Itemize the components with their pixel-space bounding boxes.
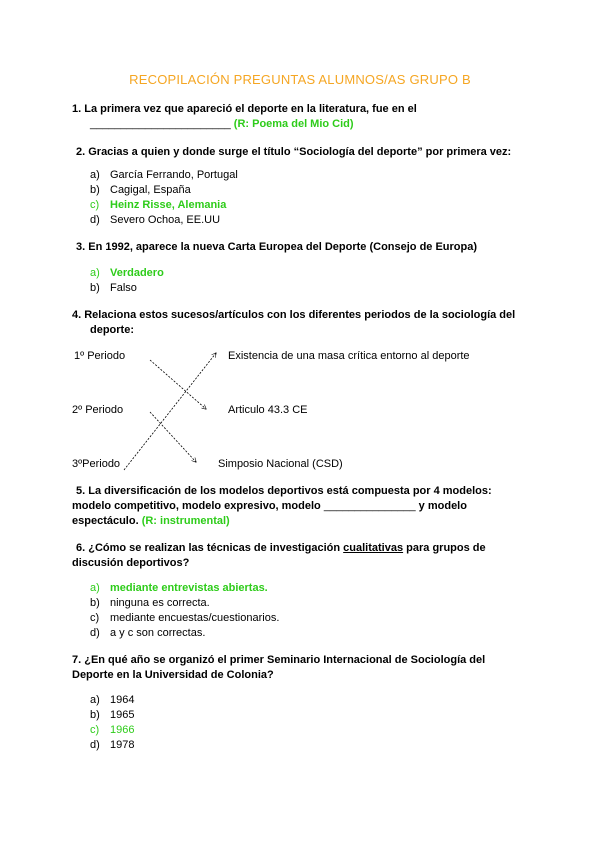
option-letter: a) [90,169,100,181]
question-5-line-1: 5. La diversificación de los modelos deportivos está compuesta por 4 modelos: [76,485,492,497]
question-7-option-c-correct [90,723,134,738]
question-1-text: 1. La primera vez que apareció el deporte en la literatura, fue en el [72,103,417,115]
option-letter: d) [90,627,100,639]
option-text: Verdadero [110,267,164,279]
question-3: 3. En 1992, aparece la nueva Carta Europea del Deporte (Consejo de Europa) [76,241,478,253]
option-text: Severo Ochoa, EE.UU [110,214,221,226]
option-text: Cagigal, España [110,184,191,196]
question-6-option-a-correct [90,581,268,596]
question-5-answer: (R: instrumental) [141,515,230,527]
document-title: RECOPILACIÓN PREGUNTAS ALUMNOS/AS GRUPO B [129,72,471,87]
question-5-text-c: espectáculo. [72,515,139,527]
option-text: 1966 [110,724,135,736]
question-5-text-a: modelo competitivo, modelo expresivo, modelo [72,500,321,512]
option-letter: b) [90,597,100,609]
option-letter: d) [90,214,100,226]
question-1-blank: _______________________ [90,118,231,130]
question-6-text-a: 6. ¿Cómo se realizan las técnicas de investigación [76,542,341,554]
match-line-period1-to-event2 [150,360,206,409]
event-1-label: Existencia de una masa crítica entorno al deporte [228,350,470,362]
match-line-period3-to-event1 [124,353,216,470]
option-text: 1978 [110,739,135,751]
question-1-answer: (R: Poema del Mio Cid) [233,118,354,130]
question-5-text-b: y modelo [418,500,467,512]
question-6-option-d [90,626,205,641]
question-7-option-a [90,693,134,708]
event-3-label: Simposio Nacional (CSD) [218,458,343,470]
option-letter: c) [90,724,100,736]
option-text: mediante entrevistas abiertas. [110,582,268,594]
question-6-option-b [90,596,210,611]
question-4-line-2: deporte: [90,324,134,336]
question-7-option-b [90,708,134,723]
question-6-underlined: cualitativas [343,542,404,554]
option-text: García Ferrando, Portugal [110,169,238,181]
option-text: mediante encuestas/cuestionarios. [110,612,280,624]
option-letter: c) [90,612,100,624]
option-letter: b) [90,184,100,196]
option-letter: b) [90,709,100,721]
option-letter: a) [90,694,100,706]
match-line-period2-to-event3 [150,412,196,462]
option-text: 1965 [110,709,135,721]
option-text: Falso [110,282,137,294]
option-text: Heinz Risse, Alemania [110,199,227,211]
question-7-option-d [90,738,134,753]
option-letter: b) [90,282,100,294]
question-7-line-1: 7. ¿En qué año se organizó el primer Seminario Internacional de Sociología del [72,654,486,666]
question-7-line-2: Deporte en la Universidad de Colonia? [72,669,274,681]
event-2-label: Articulo 43.3 CE [228,404,308,416]
period-2-label: 2º Periodo [72,404,124,416]
option-text: ninguna es correcta. [110,597,210,609]
question-2: 2. Gracias a quien y donde surge el título “Sociología del deporte” por primera vez: [76,146,512,158]
question-5-blank: _______________ [323,500,416,512]
option-letter: c) [90,199,100,211]
period-3-label: 3ºPeriodo [72,458,121,470]
option-letter: a) [90,267,100,279]
question-5-line-2 [72,499,467,514]
option-letter: a) [90,582,100,594]
option-text: a y c son correctas. [110,627,206,639]
option-letter: d) [90,739,100,751]
question-5-line-3 [72,514,230,529]
option-text: 1964 [110,694,135,706]
question-4-line-1: 4. Relaciona estos sucesos/artículos con los diferentes periodos de la sociología del [72,309,516,321]
period-1-label: 1º Periodo [74,350,126,362]
question-6-line-2: discusión deportivos? [72,557,190,569]
question-6-line-1 [76,541,486,556]
question-6-option-c [90,611,279,626]
question-6-text-b: para grupos de [406,542,486,554]
